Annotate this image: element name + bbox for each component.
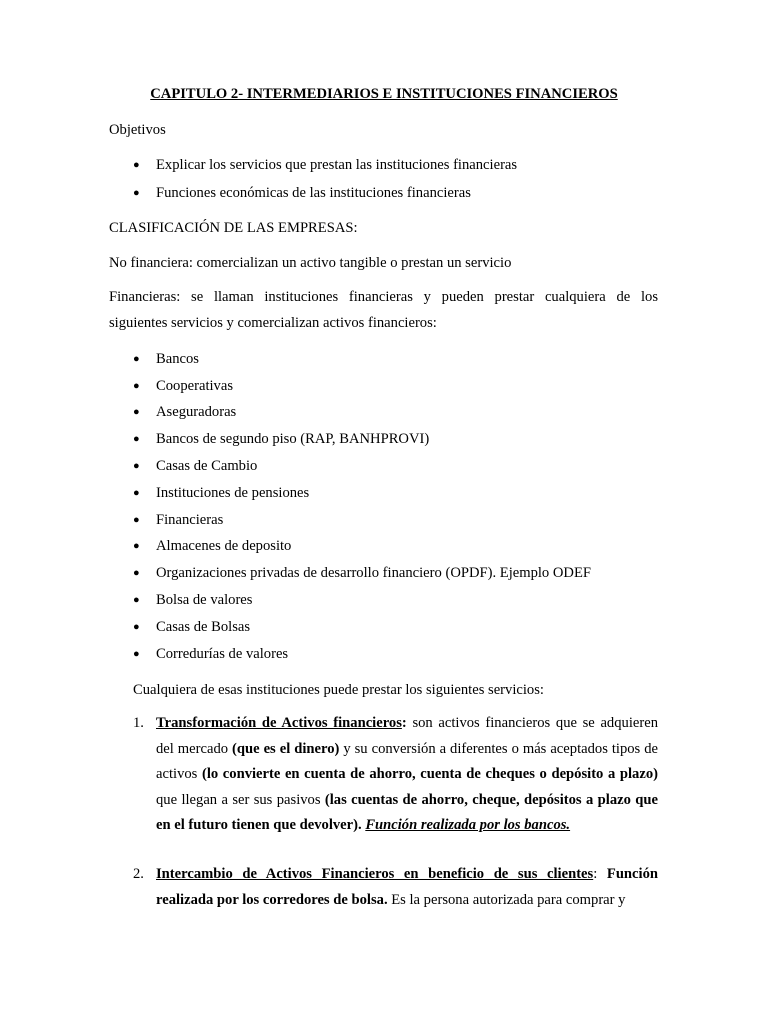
bullet-icon: ● (133, 648, 140, 660)
non-financial-paragraph: No financiera: comercializan un activo tangible o prestan un servicio (109, 255, 512, 271)
bullet-icon: ● (133, 621, 140, 633)
bullet-icon: ● (133, 406, 140, 418)
bullet-icon: ● (133, 433, 140, 445)
financial-line-1: Financieras: se llaman instituciones financieras y pueden prestar cualquiera de los (109, 289, 658, 305)
service-title: Transformación de Activos financieros (156, 715, 402, 731)
services-intro: Cualquiera de esas instituciones puede prestar los siguientes servicios: (133, 682, 544, 698)
financial-line-2: siguientes servicios y comercializan activos financieros: (109, 314, 437, 331)
bullet-icon: ● (133, 353, 140, 365)
bullet-icon: ● (133, 460, 140, 472)
classification-heading: CLASIFICACIÓN DE LAS EMPRESAS: (109, 220, 358, 236)
bullet-icon: ● (133, 187, 140, 199)
bullet-icon: ● (133, 594, 140, 606)
service-body: Intercambio de Activos Financieros en beneficio de sus clientes: Función realizada por los corredores de bolsa. Es la persona autorizada para comprar y (156, 866, 658, 908)
service-title: Intercambio de Activos Financieros en beneficio de sus clientes (156, 866, 594, 882)
service-note: Función realizada por los bancos. (365, 817, 571, 833)
service-body: Transformación de Activos financieros: son activos financieros que se adquieren del mercado (que es el dinero) y su conversión a diferentes o más aceptados tipos de activos (lo convierte en cuenta de ahorro, cuenta de cheques o depósito a plazo) que llegan a ser sus pasivos (las cuentas de ahorro, cheque, depósitos a plazo que en el futuro tienen que devolver). Función realizada por los bancos. (156, 715, 658, 833)
financial-paragraph (109, 285, 658, 336)
bullet-icon: ● (133, 159, 140, 171)
document-page: CAPITULO 2- INTERMEDIARIOS E INSTITUCIONES FINANCIEROS Objetivos ● Explicar los servicios que prestan las instituciones financieras ● Funciones económicas de las instituciones financieras CLASIFICACIÓN DE LAS EMPRESAS: No financiera: comercializan un activo tangible o prestan un servicio Financieras: se llaman instituciones financieras y pueden prestar cualquiera de los siguientes servicios y comercializan activos financieros: ● Bancos ● Cooperativas ● Aseguradoras ● Bancos de segundo piso (RAP, BANHPROVI) ● Casas de Cambio ● Instituciones de pensiones ● Financieras ● Almacenes de deposito ● Organizaciones privadas de desarrollo financiero (OPDF). Ejemplo ODEF ● Bolsa de valores ● Casas de Bolsas ● Corredurías de valores Cualquiera de esas instituciones puede prestar los siguientes servicios: 1. Transformación de Activos financieros: son activos financieros que se adquieren del mercado (que es el dinero) y su conversión a diferentes o más aceptados tipos de activos (lo convierte en cuenta de ahorro, cuenta de cheques o depósito a plazo) que llegan a ser sus pasivos (las cuentas de ahorro, cheque, depósitos a plazo que en el futuro tienen que devolver). Función realizada por los bancos. 2. Intercambio de Activos Financieros en beneficio de sus clientes: Función realizada por los corredores de bolsa. Es la persona autorizada para comprar y (0, 0, 768, 1024)
bullet-icon: ● (133, 487, 140, 499)
bullet-icon: ● (133, 514, 140, 526)
service-number: 2. (133, 866, 144, 882)
bullet-icon: ● (133, 540, 140, 552)
page-title: CAPITULO 2- INTERMEDIARIOS E INSTITUCIONES FINANCIEROS (150, 86, 618, 102)
objectives-heading: Objetivos (109, 122, 166, 138)
bullet-icon: ● (133, 567, 140, 579)
bullet-icon: ● (133, 380, 140, 392)
service-number: 1. (133, 715, 144, 731)
